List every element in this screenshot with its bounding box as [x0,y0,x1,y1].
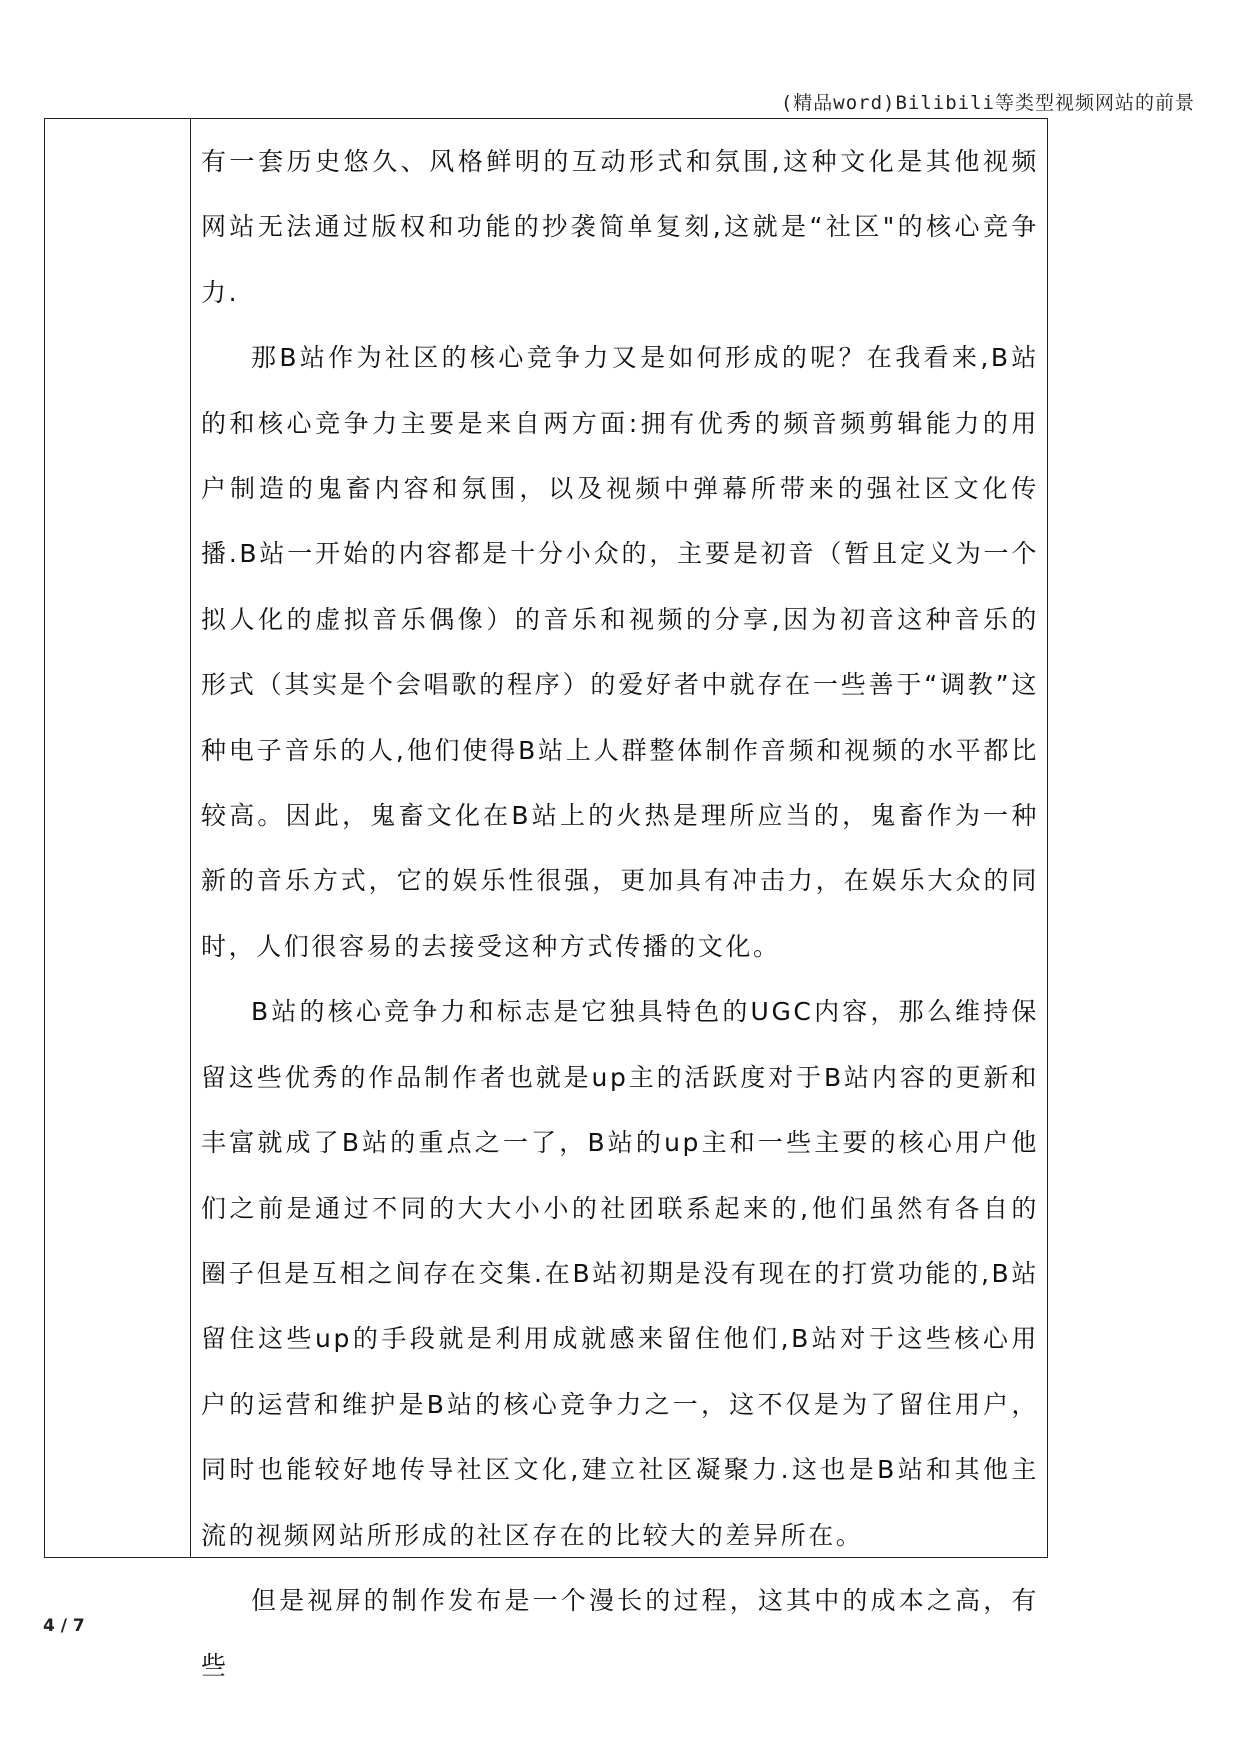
paragraph-3: B站的核心竞争力和标志是它独具特色的UGC内容，那么维持保留这些优秀的作品制作者也就是up主的活跃度对于B站内容的更新和丰富就成了B站的重点之一了，B站的up主和一些主要的核心用户他们之前是通过不同的大大小小的社团联系起来的,他们虽然有各自的圈子但是互相之间存在交集.在B站初期是没有现在的打赏功能的,B站留住这些up的手段就是利用成就感来留住他们,B站对于这些核心用户的运营和维护是B站的核心竞争力之一，这不仅是为了留住用户，同时也能较好地传导社区文化,建立社区凝聚力.这也是B站和其他主流的视频网站所形成的社区存在的比较大的差异所在。 [201,997,1039,1550]
paragraph-1: 有一套历史悠久、风格鲜明的互动形式和氛围,这种文化是其他视频网站无法通过版权和功能的抄袭简单复刻,这就是“社区"的核心竞争力. [201,147,1039,307]
paragraph-2: 那B站作为社区的核心竞争力又是如何形成的呢？在我看来,B站的和核心竞争力主要是来自两方面:拥有优秀的频音频剪辑能力的用户制造的鬼畜内容和氛围，以及视频中弹幕所带来的强社区文化传播.B站一开始的内容都是十分小众的，主要是初音（暂且定义为一个拟人化的虚拟音乐偶像）的音乐和视频的分享,因为初音这种音乐的形式（其实是个会唱歌的程序）的爱好者中就存在一些善于“调教”这种电子音乐的人,他们使得B站上人群整体制作音频和视频的水平都比较高。因此，鬼畜文化在B站上的火热是理所应当的，鬼畜作为一种新的音乐方式，它的娱乐性很强，更加具有冲击力，在娱乐大众的同时，人们很容易的去接受这种方式传播的文化。 [201,343,1039,961]
table-left-column [45,119,191,1557]
document-header: (精品word)Bilibili等类型视频网站的前景 [780,92,1195,114]
paragraph-4: 但是视屏的制作发布是一个漫长的过程，这其中的成本之高，有些 [201,1585,1039,1681]
page-number: 4 / 7 [43,1616,85,1636]
table-content-cell [201,129,1039,1699]
